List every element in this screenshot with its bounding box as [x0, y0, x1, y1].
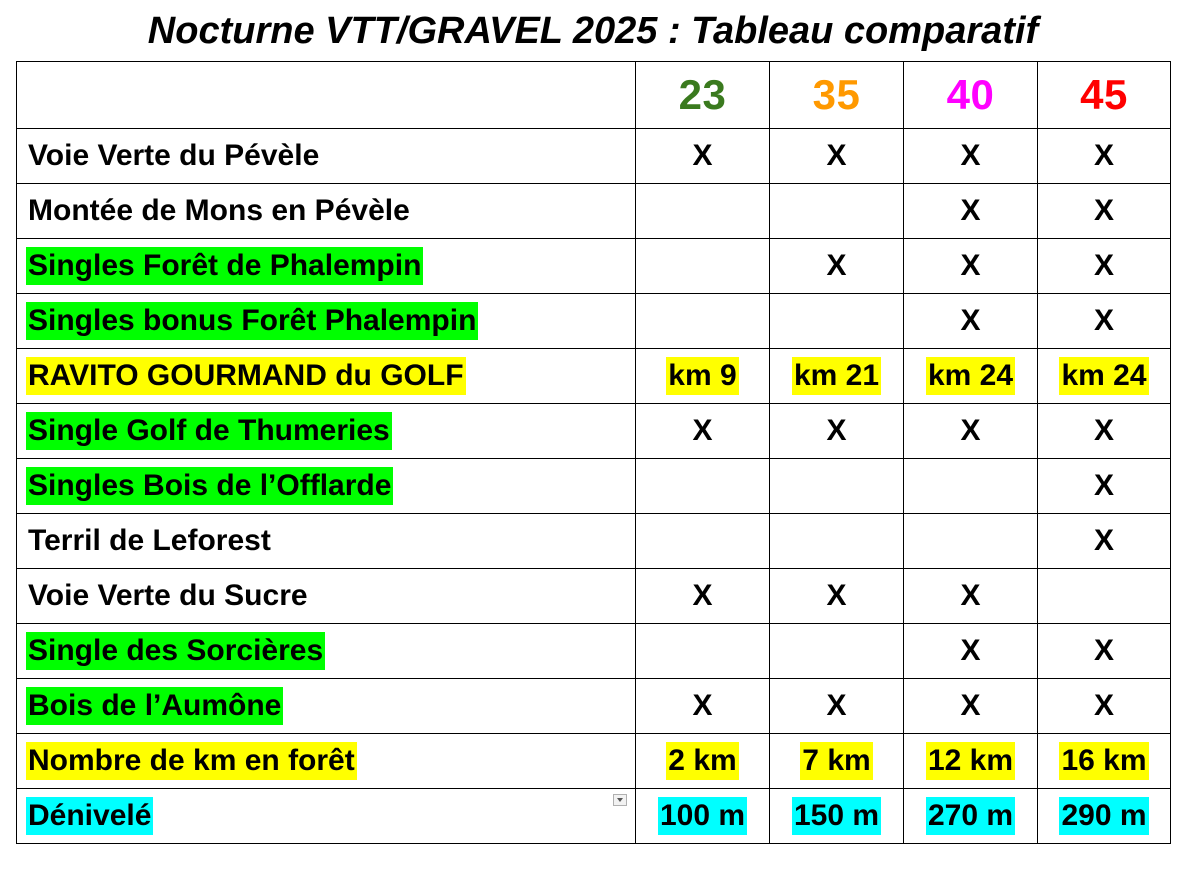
value-cell[interactable] [1038, 569, 1171, 624]
value-cell[interactable] [1038, 239, 1171, 294]
row-label: Singles bonus Forêt Phalempin [26, 302, 478, 340]
value-cell[interactable] [636, 789, 770, 844]
value-cell[interactable] [904, 459, 1038, 514]
value-cell[interactable] [636, 239, 770, 294]
value-cell[interactable] [1038, 459, 1171, 514]
value-cell[interactable] [636, 459, 770, 514]
value-cell[interactable] [1038, 624, 1171, 679]
value-cell[interactable] [636, 129, 770, 184]
value-cell[interactable] [770, 349, 904, 404]
column-header-23: 23 [678, 71, 727, 118]
row-label: Bois de l’Aumône [26, 687, 283, 725]
cell-value: 270 m [926, 797, 1015, 835]
value-cell[interactable] [904, 679, 1038, 734]
value-cell[interactable] [636, 184, 770, 239]
header-row [17, 62, 1171, 129]
cell-value: 150 m [792, 797, 881, 835]
value-cell[interactable] [636, 569, 770, 624]
value-cell[interactable] [770, 569, 904, 624]
cell-value: km 21 [792, 357, 881, 395]
value-cell[interactable] [636, 404, 770, 459]
row-label-cell[interactable] [17, 349, 636, 404]
value-cell[interactable] [636, 679, 770, 734]
row-label-cell[interactable] [17, 679, 636, 734]
column-header-cell[interactable] [636, 62, 770, 129]
row-label: Single Golf de Thumeries [26, 412, 392, 450]
value-cell[interactable] [904, 404, 1038, 459]
checkmark-x: X [960, 579, 981, 612]
checkmark-x: X [1093, 304, 1114, 337]
table-row [17, 514, 1171, 569]
column-header-cell[interactable] [904, 62, 1038, 129]
checkmark-x: X [1093, 414, 1114, 447]
comparison-table [16, 61, 1171, 844]
value-cell[interactable] [1038, 294, 1171, 349]
row-label: Voie Verte du Sucre [28, 579, 308, 612]
checkmark-x: X [960, 139, 981, 172]
column-header-cell[interactable] [1038, 62, 1171, 129]
checkmark-x: X [826, 249, 847, 282]
row-label-cell[interactable] [17, 514, 636, 569]
checkmark-x: X [826, 689, 847, 722]
row-label: Nombre de km en forêt [26, 742, 357, 780]
row-label-cell[interactable] [17, 569, 636, 624]
value-cell[interactable] [904, 129, 1038, 184]
value-cell[interactable] [1038, 184, 1171, 239]
value-cell[interactable] [904, 239, 1038, 294]
checkmark-x: X [692, 689, 713, 722]
table-row [17, 679, 1171, 734]
value-cell[interactable] [770, 514, 904, 569]
value-cell[interactable] [1038, 404, 1171, 459]
table-row [17, 404, 1171, 459]
value-cell[interactable] [636, 294, 770, 349]
value-cell[interactable] [904, 624, 1038, 679]
page-title: Nocturne VTT/GRAVEL 2025 : Tableau comparatif [147, 10, 1039, 52]
value-cell[interactable] [904, 789, 1038, 844]
table-row [17, 239, 1171, 294]
value-cell[interactable] [904, 569, 1038, 624]
checkmark-x: X [826, 579, 847, 612]
row-label: Montée de Mons en Pévèle [28, 194, 410, 227]
row-label-cell[interactable] [17, 789, 636, 844]
row-label: Singles Bois de l’Offlarde [26, 467, 393, 505]
autocorrect-dropdown-icon[interactable] [613, 794, 627, 806]
value-cell[interactable] [636, 734, 770, 789]
table-row [17, 459, 1171, 514]
value-cell[interactable] [1038, 789, 1171, 844]
cell-value: 7 km [800, 742, 872, 780]
table-row [17, 789, 1171, 844]
checkmark-x: X [692, 414, 713, 447]
checkmark-x: X [960, 194, 981, 227]
table-row [17, 184, 1171, 239]
checkmark-x: X [1093, 634, 1114, 667]
row-label-cell[interactable] [17, 294, 636, 349]
value-cell[interactable] [770, 184, 904, 239]
cell-value: km 24 [1059, 357, 1148, 395]
value-cell[interactable] [904, 734, 1038, 789]
table-row [17, 129, 1171, 184]
value-cell[interactable] [904, 294, 1038, 349]
table-row [17, 734, 1171, 789]
cell-value: 16 km [1059, 742, 1148, 780]
value-cell[interactable] [770, 734, 904, 789]
value-cell[interactable] [770, 239, 904, 294]
row-label: Terril de Leforest [28, 524, 271, 557]
cell-value: km 9 [666, 357, 738, 395]
checkmark-x: X [960, 689, 981, 722]
value-cell[interactable] [1038, 349, 1171, 404]
value-cell[interactable] [770, 129, 904, 184]
column-header-cell[interactable] [770, 62, 904, 129]
value-cell[interactable] [904, 514, 1038, 569]
header-corner-cell[interactable] [17, 62, 636, 129]
cell-value: 100 m [658, 797, 747, 835]
row-label: RAVITO GOURMAND du GOLF [26, 357, 466, 395]
cell-value: 290 m [1059, 797, 1148, 835]
value-cell[interactable] [904, 349, 1038, 404]
table-row [17, 349, 1171, 404]
checkmark-x: X [826, 414, 847, 447]
checkmark-x: X [692, 579, 713, 612]
checkmark-x: X [960, 249, 981, 282]
table-row [17, 294, 1171, 349]
checkmark-x: X [1093, 249, 1114, 282]
table-row [17, 569, 1171, 624]
row-label: Voie Verte du Pévèle [28, 139, 320, 172]
cell-value: 12 km [926, 742, 1015, 780]
row-label: Single des Sorcières [26, 632, 325, 670]
value-cell[interactable] [770, 404, 904, 459]
value-cell[interactable] [770, 679, 904, 734]
value-cell[interactable] [636, 349, 770, 404]
checkmark-x: X [1093, 524, 1114, 557]
value-cell[interactable] [904, 184, 1038, 239]
row-label-cell[interactable] [17, 624, 636, 679]
row-label: Dénivelé [26, 797, 153, 835]
checkmark-x: X [826, 139, 847, 172]
checkmark-x: X [1093, 139, 1114, 172]
column-header-45: 45 [1080, 71, 1128, 118]
row-label-cell[interactable] [17, 734, 636, 789]
cell-value: 2 km [666, 742, 738, 780]
value-cell[interactable] [1038, 679, 1171, 734]
row-label-cell[interactable] [17, 184, 636, 239]
checkmark-x: X [960, 634, 981, 667]
checkmark-x: X [960, 304, 981, 337]
value-cell[interactable] [1038, 734, 1171, 789]
checkmark-x: X [960, 414, 981, 447]
column-header-35: 35 [812, 71, 861, 118]
row-label-cell[interactable] [17, 239, 636, 294]
value-cell[interactable] [1038, 129, 1171, 184]
value-cell[interactable] [770, 624, 904, 679]
row-label-cell[interactable] [17, 129, 636, 184]
value-cell[interactable] [636, 624, 770, 679]
row-label-cell[interactable] [17, 404, 636, 459]
value-cell[interactable] [636, 514, 770, 569]
value-cell[interactable] [770, 294, 904, 349]
checkmark-x: X [1093, 194, 1114, 227]
value-cell[interactable] [770, 789, 904, 844]
column-header-40: 40 [946, 71, 995, 118]
checkmark-x: X [692, 139, 713, 172]
table-row [17, 624, 1171, 679]
row-label: Singles Forêt de Phalempin [26, 247, 423, 285]
cell-value: km 24 [926, 357, 1015, 395]
row-label-cell[interactable] [17, 459, 636, 514]
checkmark-x: X [1093, 469, 1114, 502]
value-cell[interactable] [770, 459, 904, 514]
checkmark-x: X [1093, 689, 1114, 722]
value-cell[interactable] [1038, 514, 1171, 569]
